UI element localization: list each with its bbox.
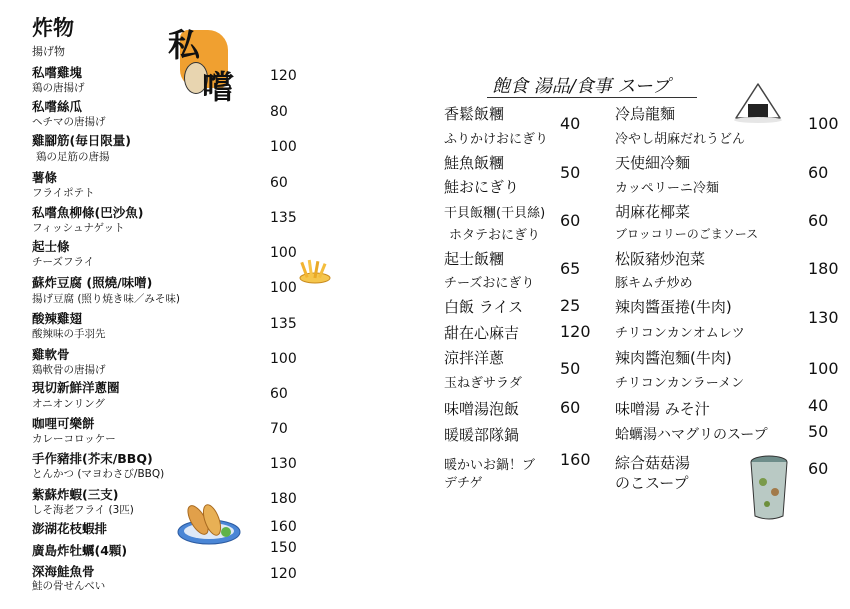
- mushroom-soup-icon: [745, 452, 793, 524]
- item-name: 香鬆飯糰: [444, 105, 505, 123]
- item-price: 100: [270, 245, 297, 261]
- item-name: 廣島炸牡蠣(4顆): [32, 543, 128, 558]
- item-price: 70: [270, 421, 288, 437]
- item-name: 白飯 ライス: [444, 298, 524, 316]
- item-price: 60: [560, 398, 581, 417]
- item-price: 180: [808, 259, 839, 278]
- item-name: 蛤蠣湯ハマグリのスープ: [615, 427, 768, 443]
- item-price: 25: [560, 296, 581, 315]
- item-price: 60: [808, 211, 829, 230]
- item-price: 40: [560, 114, 581, 133]
- item-subtitle: オニオンリング: [32, 398, 105, 410]
- item-subtitle: カレーコロッケー: [32, 433, 116, 445]
- item-subtitle: ヘチマの唐揚げ: [32, 116, 106, 128]
- item-price: 60: [560, 211, 581, 230]
- heading-underline: [487, 97, 697, 98]
- item-subtitle: 鶏の唐揚げ: [32, 82, 85, 94]
- item-subtitle: ふりかけおにぎり: [444, 132, 549, 147]
- item-name: 天使細冷麵: [615, 154, 691, 172]
- item-subtitle: 鮭の骨せんべい: [32, 580, 106, 592]
- onigiri-icon: [730, 78, 786, 124]
- item-name: 涼拌洋蔥: [444, 349, 505, 367]
- item-subtitle: しそ海老フライ (3匹): [32, 504, 134, 516]
- logo-char-1: 私: [168, 26, 201, 64]
- item-price: 60: [270, 175, 288, 191]
- fried-shrimp-icon: [176, 500, 242, 546]
- item-subtitle: デチゲ: [444, 476, 483, 491]
- item-name: 甜在心麻吉: [444, 324, 520, 342]
- item-subtitle: チーズおにぎり: [444, 276, 535, 291]
- item-name: 綜合菇菇湯: [615, 454, 691, 472]
- item-name: 私嚐雞塊: [32, 65, 83, 80]
- item-name: 鮭魚飯糰: [444, 154, 505, 172]
- item-price: 50: [560, 359, 581, 378]
- item-name: 私嚐絲瓜: [32, 99, 83, 114]
- section-title-fried: 炸物: [32, 16, 74, 40]
- item-name: 暖暖部隊鍋: [444, 426, 520, 444]
- item-subtitle: 揚げ豆腐 (照り焼き味／みそ味): [32, 293, 181, 305]
- item-name: 辣肉醬蛋捲(牛肉): [615, 298, 732, 316]
- item-price: 100: [270, 280, 297, 296]
- item-price: 100: [808, 114, 839, 133]
- logo-char-2: 嚐: [202, 68, 235, 106]
- item-name: 胡麻花椰菜: [615, 203, 691, 221]
- item-subtitle: 鶏軟骨の唐揚げ: [32, 364, 106, 376]
- item-price: 60: [808, 459, 829, 478]
- item-subtitle: 鮭おにぎり: [444, 178, 520, 196]
- item-price: 160: [560, 450, 591, 469]
- item-name: 薯條: [32, 170, 58, 185]
- item-name: 辣肉醬泡麵(牛肉): [615, 349, 732, 367]
- item-price: 120: [270, 68, 297, 84]
- item-subtitle: 豚キムチ炒め: [615, 276, 693, 291]
- item-subtitle: 酸辣味の手羽先: [32, 328, 106, 340]
- item-price: 100: [270, 139, 297, 155]
- item-price: 135: [270, 210, 297, 226]
- item-name: 深海鮭魚骨: [32, 564, 95, 579]
- item-subtitle: カッペリーニ冷麺: [615, 181, 719, 196]
- item-price: 100: [270, 351, 297, 367]
- item-name: 味噌湯泡飯: [444, 400, 520, 418]
- item-name: 起士條: [32, 239, 70, 254]
- item-price: 120: [560, 322, 591, 341]
- item-name: 暖かいお鍋！ブ: [444, 458, 536, 473]
- item-subtitle: フライポテト: [32, 187, 95, 199]
- item-price: 150: [270, 540, 297, 556]
- item-name: 松阪豬炒泡菜: [615, 250, 706, 268]
- item-price: 100: [808, 359, 839, 378]
- item-price: 120: [270, 566, 297, 582]
- item-name: 味噌湯 みそ汁: [615, 400, 710, 418]
- item-price: 130: [808, 308, 839, 327]
- item-price: 135: [270, 316, 297, 332]
- item-subtitle: チーズフライ: [32, 256, 95, 268]
- item-name: 澎湖花枝蝦排: [32, 521, 108, 536]
- item-name: 雞軟骨: [32, 347, 70, 362]
- item-price: 180: [270, 491, 297, 507]
- fries-icon: [298, 258, 332, 284]
- item-subtitle: ホタテおにぎり: [449, 228, 541, 243]
- section-subtitle-fried: 揚げ物: [32, 45, 65, 58]
- item-name: 起士飯糰: [444, 250, 505, 268]
- item-name: 酸辣雞翅: [32, 311, 83, 326]
- item-subtitle: 鶏の足筋の唐揚: [36, 151, 110, 163]
- item-name: 雞腳筋(毎日限量): [32, 133, 131, 148]
- item-price: 130: [270, 456, 297, 472]
- item-name: 咖哩可樂餅: [32, 416, 95, 431]
- restaurant-logo: [166, 20, 246, 116]
- item-name: 紫蘇炸蝦(三支): [32, 487, 119, 502]
- item-name: 現切新鮮洋蔥圈: [32, 380, 120, 395]
- item-price: 40: [808, 396, 829, 415]
- item-price: 160: [270, 519, 297, 535]
- item-price: 65: [560, 259, 581, 278]
- item-subtitle: ブロッコリーのごまソース: [615, 227, 759, 241]
- item-subtitle: チリコンカンラーメン: [615, 376, 745, 391]
- item-name: 私嚐魚柳條(巴沙魚): [32, 205, 144, 220]
- section-title-meals-soup: 飽食 湯品/食事 スープ: [492, 76, 670, 97]
- item-subtitle: のこスープ: [615, 474, 689, 492]
- item-subtitle: 冷やし胡麻だれうどん: [615, 132, 746, 147]
- item-price: 50: [560, 163, 581, 182]
- item-price: 80: [270, 104, 288, 120]
- item-subtitle: 玉ねぎサラダ: [444, 376, 522, 391]
- item-price: 60: [808, 163, 829, 182]
- item-name: 手作豬排(芥末/BBQ): [32, 451, 153, 466]
- item-name: 蘇炸豆腐 (照燒/味噌): [32, 275, 153, 290]
- item-price: 50: [808, 422, 829, 441]
- item-name: 干貝飯糰(干貝絲): [444, 206, 546, 221]
- item-subtitle: とんかつ (マヨわさび/BBQ): [32, 468, 165, 480]
- item-price: 60: [270, 386, 288, 402]
- item-subtitle: チリコンカンオムレツ: [615, 326, 745, 341]
- item-name: 冷烏龍麵: [615, 105, 676, 123]
- item-subtitle: フィッシュナゲット: [32, 222, 125, 234]
